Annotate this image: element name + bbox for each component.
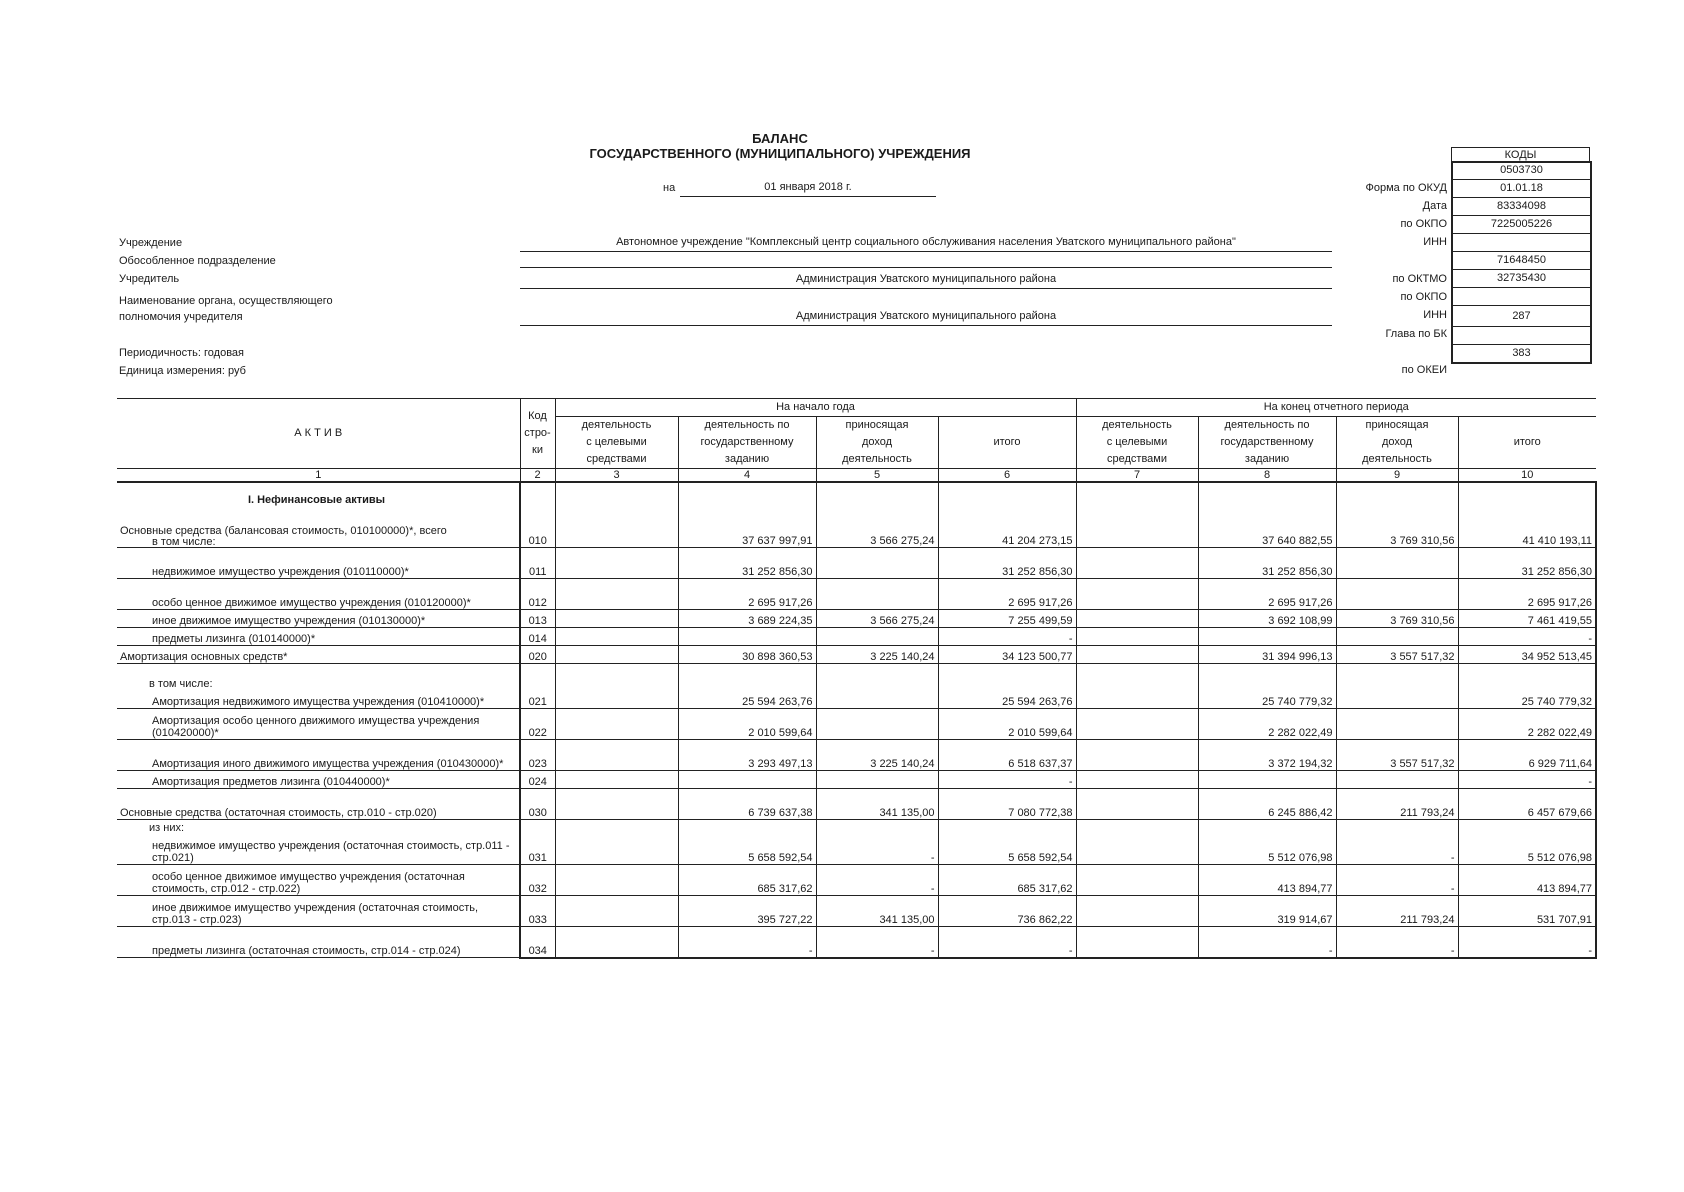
row-value-col10: 413 894,77 xyxy=(1458,865,1596,896)
subdivision-label: Обособленное подразделение xyxy=(119,255,276,267)
table-row xyxy=(117,628,1596,646)
row-code: 034 xyxy=(520,927,555,958)
row-value-col5: 3 225 140,24 xyxy=(816,740,938,771)
code-bk: 287 xyxy=(1453,306,1590,327)
row-value-col5 xyxy=(816,628,938,646)
row-value-col9 xyxy=(1336,771,1458,789)
row-value-col6: 25 594 263,76 xyxy=(938,664,1076,709)
row-name-024: Амортизация предметов лизинга (010440000)* xyxy=(117,771,520,789)
row-value-col7 xyxy=(1076,820,1198,865)
period-start-header: На начало года xyxy=(555,399,1076,417)
aktiv-header: А К Т И В xyxy=(117,399,520,469)
col-header-7: деятельность с целевыми средствами xyxy=(1076,417,1198,469)
row-value-col6: - xyxy=(938,927,1076,958)
row-value-col10: 7 461 419,55 xyxy=(1458,610,1596,628)
row-value-col6: - xyxy=(938,628,1076,646)
row-value-col3 xyxy=(555,517,678,548)
section-row xyxy=(117,482,1596,517)
table-row xyxy=(117,664,1596,709)
row-value-col9 xyxy=(1336,628,1458,646)
periodicity: Периодичность: годовая xyxy=(119,347,245,359)
row-code: 013 xyxy=(520,610,555,628)
row-value-col4: 2 695 917,26 xyxy=(678,579,816,610)
row-name-022: Амортизация особо ценного движимого имущества учреждения (010420000)* xyxy=(117,709,520,740)
row-value-col8: 25 740 779,32 xyxy=(1198,664,1336,709)
row-value-col9: - xyxy=(1336,820,1458,865)
row-value-col3 xyxy=(555,610,678,628)
code-label-okpo-2: по ОКПО xyxy=(1400,291,1447,303)
row-value-col4: 3 293 497,13 xyxy=(678,740,816,771)
code-date: 01.01.18 xyxy=(1453,180,1590,198)
row-value-col4: 685 317,62 xyxy=(678,865,816,896)
founder-value: Администрация Уватского муниципального района xyxy=(520,272,1332,289)
row-name-020: Амортизация основных средств* xyxy=(117,646,520,664)
row-value-col3 xyxy=(555,789,678,820)
code-label-bk: Глава по БК xyxy=(1385,328,1447,340)
row-value-col8: 3 372 194,32 xyxy=(1198,740,1336,771)
row-value-col10: 6 929 711,64 xyxy=(1458,740,1596,771)
row-name-031: из них: недвижимое имущество учреждения (остаточная стоимость, стр.011 - стр.021) xyxy=(117,820,520,865)
row-value-col7 xyxy=(1076,896,1198,927)
row-value-col10: - xyxy=(1458,771,1596,789)
code-label-date: Дата xyxy=(1422,200,1447,212)
row-value-col9: 3 769 310,56 xyxy=(1336,517,1458,548)
row-code: 031 xyxy=(520,820,555,865)
row-value-col10: - xyxy=(1458,628,1596,646)
row-value-col3 xyxy=(555,865,678,896)
code-header: Код стро- ки xyxy=(520,399,555,469)
row-value-col3 xyxy=(555,664,678,709)
row-value-col3 xyxy=(555,646,678,664)
row-value-col8 xyxy=(1198,628,1336,646)
table-row xyxy=(117,517,1596,548)
row-name-023: Амортизация иного движимого имущества учреждения (010430000)* xyxy=(117,740,520,771)
row-subheading: в том числе: xyxy=(152,536,216,548)
code-label-inn-2: ИНН xyxy=(1423,309,1447,321)
row-name-014: предметы лизинга (010140000)* xyxy=(117,628,520,646)
row-value-col8: 413 894,77 xyxy=(1198,865,1336,896)
doc-title-line2: ГОСУДАРСТВЕННОГО (МУНИЦИПАЛЬНОГО) УЧРЕЖДЕНИЯ xyxy=(589,146,971,161)
table-row xyxy=(117,789,1596,820)
row-value-col8: 319 914,67 xyxy=(1198,896,1336,927)
row-value-col6: 2 010 599,64 xyxy=(938,709,1076,740)
period-end-header: На конец отчетного периода xyxy=(1076,399,1596,417)
table-row xyxy=(117,610,1596,628)
row-value-col5: 3 566 275,24 xyxy=(816,610,938,628)
row-value-col9: - xyxy=(1336,927,1458,958)
row-value-col7 xyxy=(1076,789,1198,820)
row-value-col3 xyxy=(555,927,678,958)
row-name-010: Основные средства (балансовая стоимость, 010100000)*, всего в том числе: xyxy=(117,517,520,548)
table-row xyxy=(117,896,1596,927)
doc-title-line1: БАЛАНС xyxy=(752,131,808,146)
row-value-col9 xyxy=(1336,548,1458,579)
row-value-col10: 25 740 779,32 xyxy=(1458,664,1596,709)
row-value-col5: 341 135,00 xyxy=(816,789,938,820)
row-code: 024 xyxy=(520,771,555,789)
row-code: 010 xyxy=(520,517,555,548)
authority-label-2: полномочия учредителя xyxy=(119,311,243,323)
institution-value: Автономное учреждение "Комплексный центр социального обслуживания населения Уватского муниципального района" xyxy=(520,235,1332,252)
row-value-col3 xyxy=(555,771,678,789)
row-code: 014 xyxy=(520,628,555,646)
code-inn-2 xyxy=(1453,288,1590,306)
row-code: 012 xyxy=(520,579,555,610)
row-value-col9: - xyxy=(1336,865,1458,896)
row-value-col10: 6 457 679,66 xyxy=(1458,789,1596,820)
row-value-col4: 37 637 997,91 xyxy=(678,517,816,548)
row-value-col7 xyxy=(1076,548,1198,579)
row-value-col7 xyxy=(1076,646,1198,664)
row-code: 030 xyxy=(520,789,555,820)
row-code: 032 xyxy=(520,865,555,896)
row-value-col10: 34 952 513,45 xyxy=(1458,646,1596,664)
table-row xyxy=(117,579,1596,610)
col-number-9: 9 xyxy=(1336,469,1458,483)
row-value-col9 xyxy=(1336,579,1458,610)
code-label-okei: по ОКЕИ xyxy=(1401,364,1447,376)
row-value-col8: 6 245 886,42 xyxy=(1198,789,1336,820)
row-value-col4: - xyxy=(678,927,816,958)
table-row xyxy=(117,709,1596,740)
row-value-col6: 685 317,62 xyxy=(938,865,1076,896)
col-number-1: 1 xyxy=(117,469,520,483)
col-header-5: приносящая доход деятельность xyxy=(816,417,938,469)
row-value-col7 xyxy=(1076,610,1198,628)
row-value-col8: 31 394 996,13 xyxy=(1198,646,1336,664)
founder-label: Учредитель xyxy=(119,273,180,285)
row-value-col7 xyxy=(1076,517,1198,548)
table-row xyxy=(117,646,1596,664)
code-label-okpo: по ОКПО xyxy=(1400,218,1447,230)
row-value-col4: 31 252 856,30 xyxy=(678,548,816,579)
row-subheading: из них: xyxy=(149,822,185,834)
row-value-col7 xyxy=(1076,709,1198,740)
row-value-col6: 7 080 772,38 xyxy=(938,789,1076,820)
col-number-8: 8 xyxy=(1198,469,1336,483)
row-value-col7 xyxy=(1076,664,1198,709)
row-value-col10: 531 707,91 xyxy=(1458,896,1596,927)
row-value-col8: 31 252 856,30 xyxy=(1198,548,1336,579)
code-oktmo: 71648450 xyxy=(1453,252,1590,270)
row-value-col6: 2 695 917,26 xyxy=(938,579,1076,610)
col-number-3: 3 xyxy=(555,469,678,483)
col-header-10: итого xyxy=(1458,417,1596,469)
col-number-5: 5 xyxy=(816,469,938,483)
row-value-col4: 5 658 592,54 xyxy=(678,820,816,865)
row-value-col5 xyxy=(816,771,938,789)
table-row xyxy=(117,548,1596,579)
row-value-col7 xyxy=(1076,865,1198,896)
row-value-col8: 5 512 076,98 xyxy=(1198,820,1336,865)
row-value-col9 xyxy=(1336,664,1458,709)
row-code: 020 xyxy=(520,646,555,664)
table-row xyxy=(117,820,1596,865)
row-value-col10: 41 410 193,11 xyxy=(1458,517,1596,548)
date-field: 01 января 2018 г. xyxy=(680,180,936,197)
table-row xyxy=(117,865,1596,896)
row-value-col3 xyxy=(555,709,678,740)
col-number-6: 6 xyxy=(938,469,1076,483)
row-value-col3 xyxy=(555,628,678,646)
row-value-col9: 3 769 310,56 xyxy=(1336,610,1458,628)
row-value-col8: 3 692 108,99 xyxy=(1198,610,1336,628)
row-value-col5 xyxy=(816,579,938,610)
code-empty xyxy=(1453,234,1590,252)
col-number-10: 10 xyxy=(1458,469,1596,483)
row-value-col6: 7 255 499,59 xyxy=(938,610,1076,628)
row-name-013: иное движимое имущество учреждения (010130000)* xyxy=(117,610,520,628)
row-value-col6: - xyxy=(938,771,1076,789)
row-value-col8: 2 282 022,49 xyxy=(1198,709,1336,740)
row-value-col5: - xyxy=(816,927,938,958)
row-name-030: Основные средства (остаточная стоимость, стр.010 - стр.020) xyxy=(117,789,520,820)
row-value-col5: 3 566 275,24 xyxy=(816,517,938,548)
row-code: 022 xyxy=(520,709,555,740)
code-label-oktmo: по ОКТМО xyxy=(1392,273,1447,285)
row-value-col9 xyxy=(1336,709,1458,740)
date-prefix: на xyxy=(663,182,676,194)
row-value-col6: 6 518 637,37 xyxy=(938,740,1076,771)
row-value-col4: 2 010 599,64 xyxy=(678,709,816,740)
row-value-col5 xyxy=(816,709,938,740)
row-value-col10: 5 512 076,98 xyxy=(1458,820,1596,865)
authority-label-1: Наименование органа, осуществляющего xyxy=(119,295,333,307)
row-value-col10: 2 695 917,26 xyxy=(1458,579,1596,610)
row-value-col4: 30 898 360,53 xyxy=(678,646,816,664)
col-header-8: деятельность по государственному заданию xyxy=(1198,417,1336,469)
row-value-col6: 34 123 500,77 xyxy=(938,646,1076,664)
row-value-col9: 211 793,24 xyxy=(1336,896,1458,927)
row-value-col10: - xyxy=(1458,927,1596,958)
code-okei: 383 xyxy=(1512,347,1531,359)
row-value-col3 xyxy=(555,740,678,771)
row-value-col8: 37 640 882,55 xyxy=(1198,517,1336,548)
row-value-col6: 736 862,22 xyxy=(938,896,1076,927)
table-row xyxy=(117,771,1596,789)
row-name-011: недвижимое имущество учреждения (010110000)* xyxy=(117,548,520,579)
row-value-col10: 31 252 856,30 xyxy=(1458,548,1596,579)
code-okud: 0503730 xyxy=(1453,162,1590,180)
col-header-4: деятельность по государственному заданию xyxy=(678,417,816,469)
row-value-col7 xyxy=(1076,579,1198,610)
row-value-col6: 31 252 856,30 xyxy=(938,548,1076,579)
row-value-col8: - xyxy=(1198,927,1336,958)
row-name-032: особо ценное движимое имущество учреждения (остаточная стоимость, стр.012 - стр.022) xyxy=(117,865,520,896)
row-value-col3 xyxy=(555,548,678,579)
subdivision-value xyxy=(520,251,1332,268)
codes-header: КОДЫ xyxy=(1451,147,1590,163)
row-value-col10: 2 282 022,49 xyxy=(1458,709,1596,740)
row-code: 011 xyxy=(520,548,555,579)
row-code: 033 xyxy=(520,896,555,927)
row-value-col6: 5 658 592,54 xyxy=(938,820,1076,865)
section-title: I. Нефинансовые активы xyxy=(117,482,520,517)
row-value-col5: - xyxy=(816,820,938,865)
code-okpo: 83334098 xyxy=(1453,198,1590,216)
row-value-col5 xyxy=(816,548,938,579)
table-row xyxy=(117,740,1596,771)
row-value-col4 xyxy=(678,628,816,646)
row-value-col9: 3 557 517,32 xyxy=(1336,646,1458,664)
row-subheading: в том числе: xyxy=(149,678,213,690)
row-value-col8 xyxy=(1198,771,1336,789)
codes-box xyxy=(1451,149,1592,364)
row-value-col3 xyxy=(555,896,678,927)
row-value-col5: 341 135,00 xyxy=(816,896,938,927)
code-label-inn: ИНН xyxy=(1423,236,1447,248)
code-empty-2 xyxy=(1453,327,1590,345)
row-value-col5: 3 225 140,24 xyxy=(816,646,938,664)
code-inn: 7225005226 xyxy=(1453,216,1590,234)
row-value-col6: 41 204 273,15 xyxy=(938,517,1076,548)
row-name-033: иное движимое имущество учреждения (остаточная стоимость, стр.013 - стр.023) xyxy=(117,896,520,927)
col-header-6: итого xyxy=(938,417,1076,469)
code-label-okud: Форма по ОКУД xyxy=(1365,182,1447,194)
row-value-col9: 3 557 517,32 xyxy=(1336,740,1458,771)
row-value-col7 xyxy=(1076,740,1198,771)
unit-of-measure: Единица измерения: руб xyxy=(119,365,246,377)
code-okpo-2: 32735430 xyxy=(1453,270,1590,288)
row-value-col7 xyxy=(1076,628,1198,646)
col-number-2: 2 xyxy=(520,469,555,483)
col-header-9: приносящая доход деятельность xyxy=(1336,417,1458,469)
row-value-col3 xyxy=(555,579,678,610)
row-value-col8: 2 695 917,26 xyxy=(1198,579,1336,610)
row-value-col5 xyxy=(816,664,938,709)
row-value-col3 xyxy=(555,820,678,865)
row-code: 021 xyxy=(520,664,555,709)
authority-value: Администрация Уватского муниципального района xyxy=(520,309,1332,326)
row-value-col4: 3 689 224,35 xyxy=(678,610,816,628)
row-value-col7 xyxy=(1076,927,1198,958)
row-value-col5: - xyxy=(816,865,938,896)
col-number-7: 7 xyxy=(1076,469,1198,483)
row-value-col4 xyxy=(678,771,816,789)
row-value-col4: 25 594 263,76 xyxy=(678,664,816,709)
col-header-3: деятельность с целевыми средствами xyxy=(555,417,678,469)
row-code: 023 xyxy=(520,740,555,771)
row-value-col7 xyxy=(1076,771,1198,789)
row-name-021: в том числе: Амортизация недвижимого имущества учреждения (010410000)* xyxy=(117,664,520,709)
institution-label: Учреждение xyxy=(119,237,183,249)
balance-table xyxy=(117,398,1597,959)
row-value-col4: 6 739 637,38 xyxy=(678,789,816,820)
row-name-034: предметы лизинга (остаточная стоимость, стр.014 - стр.024) xyxy=(117,927,520,958)
table-row xyxy=(117,927,1596,958)
col-number-4: 4 xyxy=(678,469,816,483)
row-value-col4: 395 727,22 xyxy=(678,896,816,927)
row-value-col9: 211 793,24 xyxy=(1336,789,1458,820)
row-name-012: особо ценное движимое имущество учреждения (010120000)* xyxy=(117,579,520,610)
